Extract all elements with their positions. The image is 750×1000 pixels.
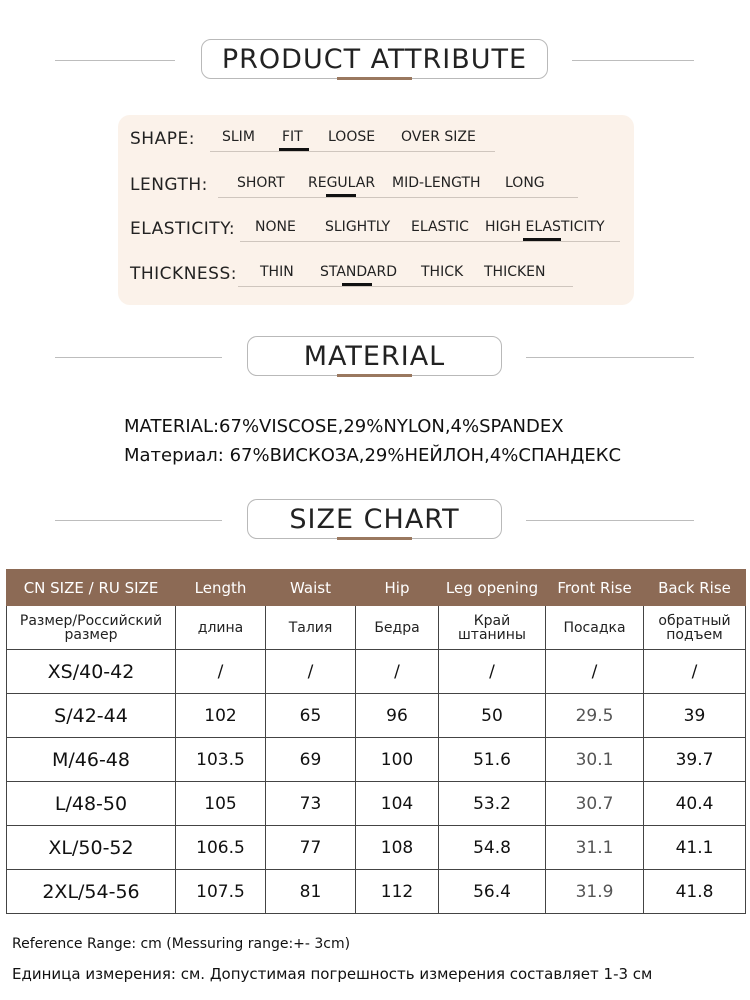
column-header-ru: длина — [176, 606, 266, 650]
selected-marker — [326, 194, 356, 197]
table-row — [7, 870, 746, 914]
column-header: CN SIZE / RU SIZE — [7, 570, 176, 606]
attribute-row-thickness — [118, 250, 634, 284]
table-cell: / — [356, 650, 439, 694]
table-cell: 103.5 — [176, 738, 266, 782]
column-header: Hip — [356, 570, 439, 606]
table-cell: 73 — [266, 782, 356, 826]
attribute-row-shape — [118, 115, 634, 149]
attribute-row-length — [118, 161, 634, 195]
attribute-option: SLIGHTLY — [325, 219, 391, 235]
table-cell: 54.8 — [439, 826, 546, 870]
table-row — [7, 782, 746, 826]
size-cell: XL/50-52 — [7, 826, 176, 870]
table-cell: 31.9 — [546, 870, 644, 914]
table-cell: 65 — [266, 694, 356, 738]
divider-left — [55, 60, 175, 61]
size-cell: L/48-50 — [7, 782, 176, 826]
attribute-option: OVER SIZE — [401, 129, 476, 145]
title-underline — [337, 537, 412, 540]
table-cell: 77 — [266, 826, 356, 870]
size-cell: 2XL/54-56 — [7, 870, 176, 914]
table-cell: 105 — [176, 782, 266, 826]
column-header: Front Rise — [546, 570, 644, 606]
section-heading-material — [0, 336, 750, 380]
table-header-row-russian — [7, 606, 746, 650]
attribute-option-selected: HIGH ELASTICITY — [485, 219, 605, 235]
table-cell: 30.7 — [546, 782, 644, 826]
column-header-ru: Бедра — [356, 606, 439, 650]
table-cell: 50 — [439, 694, 546, 738]
table-cell: 41.8 — [644, 870, 746, 914]
attribute-row-elasticity — [118, 205, 634, 239]
table-cell: 104 — [356, 782, 439, 826]
section-title: SIZE CHART — [247, 499, 502, 539]
column-header: Back Rise — [644, 570, 746, 606]
table-row — [7, 738, 746, 782]
table-cell: / — [266, 650, 356, 694]
table-cell: 30.1 — [546, 738, 644, 782]
table-cell: 108 — [356, 826, 439, 870]
attribute-label: ELASTICITY: — [130, 219, 236, 239]
table-cell: 51.6 — [439, 738, 546, 782]
column-header: Length — [176, 570, 266, 606]
table-header-row — [7, 570, 746, 606]
attribute-option: SLIM — [222, 129, 255, 145]
attribute-option: THIN — [260, 264, 294, 280]
size-cell: XS/40-42 — [7, 650, 176, 694]
attribute-option: NONE — [255, 219, 296, 235]
attribute-option-selected: FIT — [282, 129, 303, 145]
section-title: PRODUCT ATTRIBUTE — [201, 39, 548, 79]
material-russian: Материал: 67%ВИСКОЗА,29%НЕЙЛОН,4%СПАНДЕКС — [124, 445, 622, 466]
table-cell: / — [439, 650, 546, 694]
table-cell: 40.4 — [644, 782, 746, 826]
table-cell: 100 — [356, 738, 439, 782]
table-row — [7, 694, 746, 738]
table-cell: / — [176, 650, 266, 694]
attribute-option: LOOSE — [328, 129, 376, 145]
attribute-panel — [118, 115, 634, 305]
size-cell: S/42-44 — [7, 694, 176, 738]
table-cell: 102 — [176, 694, 266, 738]
attribute-option: THICKEN — [484, 264, 546, 280]
title-underline — [337, 374, 412, 377]
divider-right — [526, 520, 694, 521]
attribute-option: MID-LENGTH — [392, 175, 481, 191]
attribute-line — [218, 197, 578, 198]
column-header-ru: Талия — [266, 606, 356, 650]
size-cell: M/46-48 — [7, 738, 176, 782]
table-cell: 56.4 — [439, 870, 546, 914]
attribute-option-selected: REGULAR — [308, 175, 376, 191]
selected-marker — [523, 238, 561, 241]
table-cell: 81 — [266, 870, 356, 914]
table-cell: 53.2 — [439, 782, 546, 826]
table-cell: 96 — [356, 694, 439, 738]
table-row — [7, 826, 746, 870]
column-header-ru: Край штанины — [439, 606, 546, 650]
attribute-option: ELASTIC — [411, 219, 469, 235]
selected-marker — [279, 148, 309, 151]
table-cell: 39.7 — [644, 738, 746, 782]
table-cell: 29.5 — [546, 694, 644, 738]
divider-right — [526, 357, 694, 358]
size-chart-table — [6, 569, 746, 914]
attribute-option: LONG — [505, 175, 545, 191]
column-header-ru: Посадка — [546, 606, 644, 650]
attribute-label: LENGTH: — [130, 175, 208, 195]
divider-left — [55, 357, 222, 358]
title-underline — [337, 77, 412, 80]
section-heading-attribute — [0, 39, 750, 83]
table-cell: 112 — [356, 870, 439, 914]
table-cell: 107.5 — [176, 870, 266, 914]
attribute-option: THICK — [421, 264, 464, 280]
material-english: MATERIAL:67%VISCOSE,29%NYLON,4%SPANDEX — [124, 416, 564, 437]
column-header: Leg opening — [439, 570, 546, 606]
table-cell: / — [546, 650, 644, 694]
attribute-line — [240, 241, 620, 242]
attribute-option-selected: STANDARD — [320, 264, 398, 280]
table-cell: 41.1 — [644, 826, 746, 870]
attribute-label: SHAPE: — [130, 129, 195, 149]
attribute-option: SHORT — [237, 175, 285, 191]
section-title: MATERIAL — [247, 336, 502, 376]
column-header-ru: обратный подъем — [644, 606, 746, 650]
selected-marker — [342, 283, 372, 286]
table-cell: / — [644, 650, 746, 694]
reference-range-note: Reference Range: cm (Messuring range:+- 3cm) — [12, 936, 351, 952]
table-row — [7, 650, 746, 694]
divider-right — [572, 60, 694, 61]
measurement-note-russian: Единица измерения: см. Допустимая погрешность измерения составляет 1-3 см — [12, 965, 653, 983]
attribute-line — [238, 286, 573, 287]
column-header: Waist — [266, 570, 356, 606]
section-heading-size-chart — [0, 499, 750, 543]
table-cell: 106.5 — [176, 826, 266, 870]
attribute-line — [210, 151, 495, 152]
table-cell: 39 — [644, 694, 746, 738]
table-cell: 69 — [266, 738, 356, 782]
divider-left — [55, 520, 222, 521]
attribute-label: THICKNESS: — [130, 264, 237, 284]
column-header-ru: Размер/Российский размер — [7, 606, 176, 650]
table-cell: 31.1 — [546, 826, 644, 870]
